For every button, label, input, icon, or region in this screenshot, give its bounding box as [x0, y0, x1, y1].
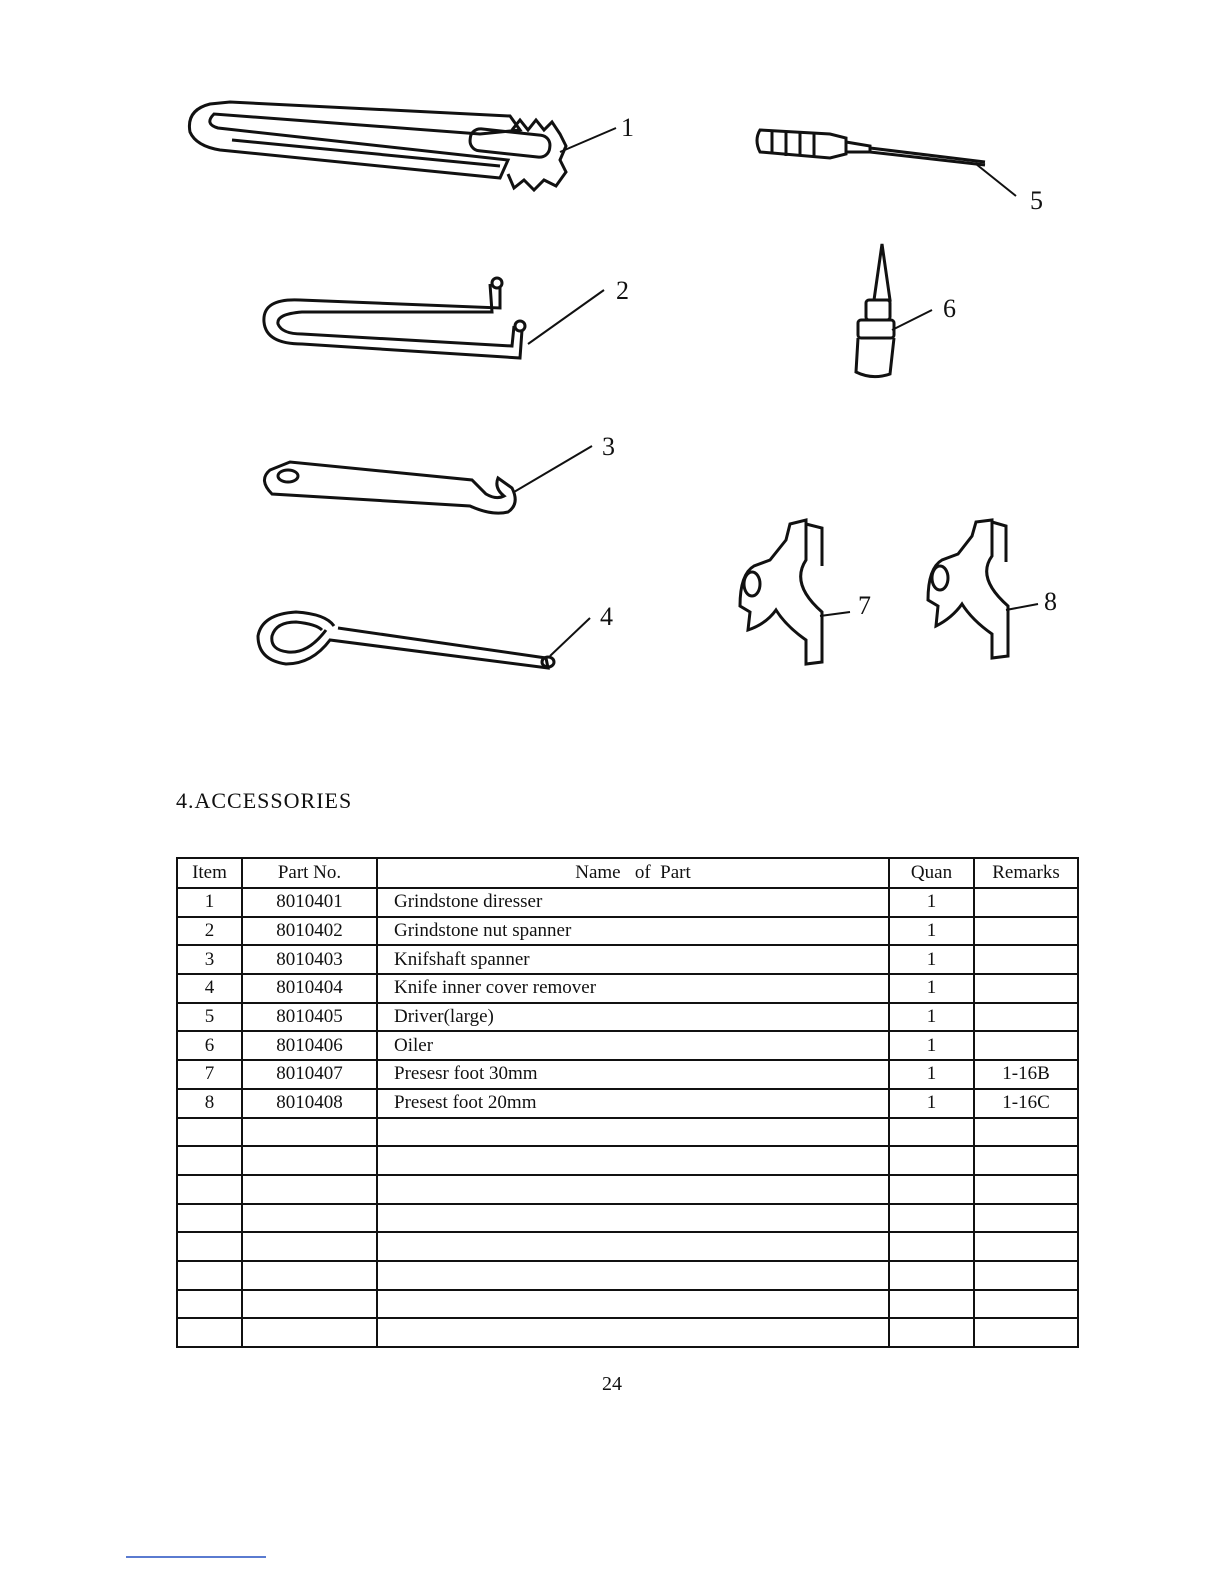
- cell-name-of-part: Driver(large): [377, 1003, 889, 1032]
- cell-part-no: [242, 1118, 377, 1147]
- cell-item: 7: [177, 1060, 242, 1089]
- cell-remarks: [974, 1146, 1078, 1175]
- cell-name-of-part: Grindstone nut spanner: [377, 917, 889, 946]
- header-item: Item: [177, 858, 242, 888]
- callout-3: 3: [602, 432, 615, 461]
- cell-quan: [889, 1204, 974, 1233]
- table-row: [177, 1290, 1078, 1319]
- callout-7: 7: [858, 591, 871, 620]
- cell-part-no: 8010408: [242, 1089, 377, 1118]
- cell-item: [177, 1118, 242, 1147]
- cell-name-of-part: [377, 1118, 889, 1147]
- cell-quan: 1: [889, 1060, 974, 1089]
- cell-item: 1: [177, 888, 242, 917]
- knife-inner-cover-remover-drawing: [258, 612, 554, 668]
- cell-remarks: 1-16B: [974, 1060, 1078, 1089]
- cell-item: [177, 1146, 242, 1175]
- cell-name-of-part: Presesr foot 30mm: [377, 1060, 889, 1089]
- cell-name-of-part: Oiler: [377, 1031, 889, 1060]
- cell-remarks: [974, 1118, 1078, 1147]
- cell-item: [177, 1318, 242, 1347]
- cell-name-of-part: Grindstone diresser: [377, 888, 889, 917]
- cell-item: 5: [177, 1003, 242, 1032]
- cell-item: 4: [177, 974, 242, 1003]
- cell-remarks: [974, 1003, 1078, 1032]
- header-name-of-part: Name of Part: [377, 858, 889, 888]
- oiler-drawing: [856, 244, 894, 377]
- accessories-illustration: [0, 0, 1224, 760]
- header-remarks: Remarks: [974, 858, 1078, 888]
- cell-part-no: 8010405: [242, 1003, 377, 1032]
- cell-part-no: [242, 1175, 377, 1204]
- cell-part-no: 8010404: [242, 974, 377, 1003]
- callout-8: 8: [1044, 587, 1057, 616]
- cell-remarks: [974, 945, 1078, 974]
- table-row: [177, 1031, 1078, 1060]
- cell-remarks: [974, 1261, 1078, 1290]
- cell-item: 6: [177, 1031, 242, 1060]
- footer-rule: [126, 1556, 266, 1558]
- cell-item: [177, 1261, 242, 1290]
- cell-part-no: [242, 1204, 377, 1233]
- cell-item: [177, 1290, 242, 1319]
- cell-item: [177, 1204, 242, 1233]
- header-quan: Quan: [889, 858, 974, 888]
- cell-remarks: 1-16C: [974, 1089, 1078, 1118]
- table-row: [177, 1060, 1078, 1089]
- cell-quan: [889, 1261, 974, 1290]
- callout-leaders: [514, 128, 1038, 656]
- cell-remarks: [974, 1318, 1078, 1347]
- callout-1: 1: [621, 113, 634, 142]
- table-row: [177, 974, 1078, 1003]
- callout-2: 2: [616, 276, 629, 305]
- table-row: [177, 945, 1078, 974]
- grindstone-dresser-drawing: [189, 102, 566, 190]
- cell-item: [177, 1232, 242, 1261]
- cell-quan: 1: [889, 917, 974, 946]
- knifshaft-spanner-drawing: [264, 462, 515, 513]
- table-row: [177, 1204, 1078, 1233]
- cell-remarks: [974, 1204, 1078, 1233]
- section-title: 4.ACCESSORIES: [176, 788, 353, 813]
- cell-name-of-part: [377, 1204, 889, 1233]
- cell-name-of-part: Knife inner cover remover: [377, 974, 889, 1003]
- cell-name-of-part: [377, 1318, 889, 1347]
- cell-remarks: [974, 888, 1078, 917]
- cell-quan: [889, 1232, 974, 1261]
- callout-5: 5: [1030, 186, 1043, 215]
- table-row: [177, 1318, 1078, 1347]
- cell-remarks: [974, 1175, 1078, 1204]
- cell-remarks: [974, 974, 1078, 1003]
- cell-name-of-part: Presest foot 20mm: [377, 1089, 889, 1118]
- cell-part-no: 8010403: [242, 945, 377, 974]
- table-row: [177, 917, 1078, 946]
- cell-part-no: 8010402: [242, 917, 377, 946]
- cell-part-no: [242, 1232, 377, 1261]
- cell-part-no: [242, 1290, 377, 1319]
- cell-part-no: [242, 1146, 377, 1175]
- table-row: [177, 1261, 1078, 1290]
- cell-quan: 1: [889, 888, 974, 917]
- table-row: [177, 1146, 1078, 1175]
- cell-item: 2: [177, 917, 242, 946]
- cell-name-of-part: [377, 1261, 889, 1290]
- cell-quan: 1: [889, 1089, 974, 1118]
- header-part-no: Part No.: [242, 858, 377, 888]
- cell-quan: [889, 1175, 974, 1204]
- cell-item: 8: [177, 1089, 242, 1118]
- table-row: [177, 1003, 1078, 1032]
- cell-quan: [889, 1290, 974, 1319]
- cell-name-of-part: Knifshaft spanner: [377, 945, 889, 974]
- cell-quan: 1: [889, 1031, 974, 1060]
- presser-foot-30mm-drawing: [740, 520, 822, 664]
- callout-4: 4: [600, 602, 613, 631]
- table-body: [177, 888, 1078, 1347]
- cell-remarks: [974, 1031, 1078, 1060]
- cell-item: [177, 1175, 242, 1204]
- cell-quan: 1: [889, 974, 974, 1003]
- cell-remarks: [974, 1232, 1078, 1261]
- page-number: 24: [602, 1373, 622, 1395]
- cell-part-no: 8010406: [242, 1031, 377, 1060]
- cell-quan: 1: [889, 945, 974, 974]
- driver-large-drawing: [757, 130, 985, 165]
- cell-quan: [889, 1118, 974, 1147]
- presser-foot-20mm-drawing: [928, 520, 1008, 658]
- cell-name-of-part: [377, 1175, 889, 1204]
- cell-part-no: 8010407: [242, 1060, 377, 1089]
- cell-quan: [889, 1146, 974, 1175]
- cell-quan: 1: [889, 1003, 974, 1032]
- cell-part-no: [242, 1261, 377, 1290]
- table-row: [177, 1175, 1078, 1204]
- cell-remarks: [974, 1290, 1078, 1319]
- cell-name-of-part: [377, 1290, 889, 1319]
- cell-quan: [889, 1318, 974, 1347]
- accessories-table: [176, 857, 1079, 1348]
- grindstone-nut-spanner-drawing: [264, 278, 525, 358]
- table-row: [177, 1232, 1078, 1261]
- cell-name-of-part: [377, 1232, 889, 1261]
- table-header-row: [177, 858, 1078, 888]
- table-row: [177, 1118, 1078, 1147]
- cell-item: 3: [177, 945, 242, 974]
- cell-remarks: [974, 917, 1078, 946]
- cell-part-no: [242, 1318, 377, 1347]
- table-row: [177, 888, 1078, 917]
- cell-name-of-part: [377, 1146, 889, 1175]
- callout-6: 6: [943, 294, 956, 323]
- cell-part-no: 8010401: [242, 888, 377, 917]
- table-row: [177, 1089, 1078, 1118]
